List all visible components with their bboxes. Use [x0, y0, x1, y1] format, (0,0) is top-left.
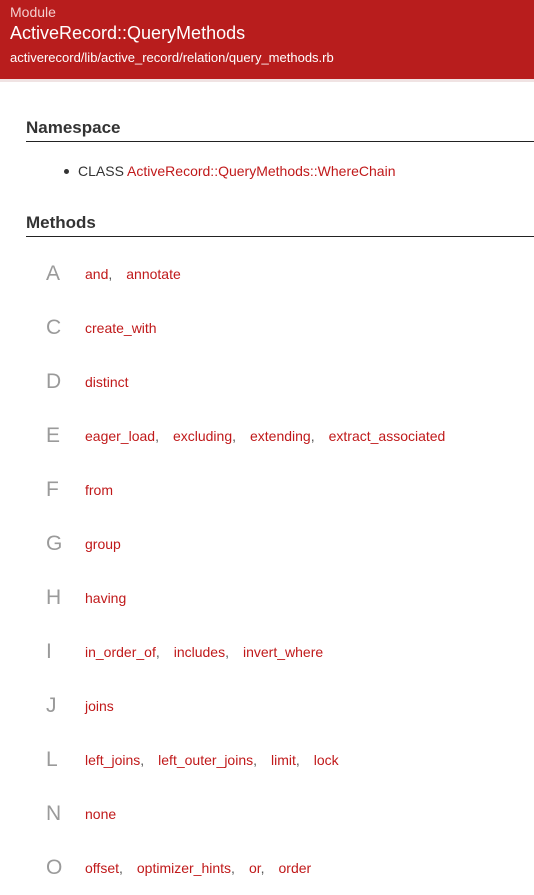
- method-group-row: [0, 571, 534, 625]
- method-link[interactable]: extending: [250, 428, 311, 444]
- namespace-list: [0, 162, 534, 180]
- namespace-item-kind: CLASS: [78, 163, 124, 179]
- page-title: ActiveRecord::QueryMethods: [10, 23, 246, 43]
- methods-heading: Methods: [26, 213, 534, 237]
- method-group-row: [0, 841, 534, 895]
- method-links: [85, 644, 323, 660]
- method-links: [85, 320, 157, 336]
- method-link[interactable]: invert_where: [242, 644, 324, 660]
- method-group-letter: C: [46, 316, 62, 339]
- method-link[interactable]: optimizer_hints: [136, 860, 232, 876]
- method-group-letter: E: [46, 424, 61, 447]
- method-group-letter: H: [46, 586, 62, 609]
- method-group-letter: G: [46, 532, 63, 555]
- methods-index: [0, 247, 534, 895]
- method-separator: ,: [310, 428, 315, 444]
- source-file-path: activerecord/lib/active_record/relation/query_methods.rb: [10, 50, 334, 65]
- method-group-row: [0, 301, 534, 355]
- method-link[interactable]: create_with: [85, 320, 157, 336]
- method-link[interactable]: left_outer_joins: [158, 752, 254, 768]
- method-link[interactable]: distinct: [85, 374, 129, 390]
- method-group-letter: F: [46, 478, 59, 501]
- method-link[interactable]: left_joins: [85, 752, 141, 768]
- method-group-letter: I: [46, 640, 52, 663]
- method-links: [85, 860, 311, 876]
- method-links: [85, 536, 121, 552]
- method-group-letter: A: [46, 262, 61, 285]
- method-link[interactable]: excluding: [172, 428, 233, 444]
- module-kind-label: Module: [10, 4, 56, 20]
- method-group-row: [0, 409, 534, 463]
- method-links: [85, 752, 339, 768]
- method-link[interactable]: eager_load: [85, 428, 156, 444]
- method-link[interactable]: none: [85, 806, 117, 822]
- method-link[interactable]: and: [85, 266, 109, 282]
- header-banner: [0, 0, 534, 82]
- method-link[interactable]: order: [278, 860, 312, 876]
- method-link[interactable]: or: [248, 860, 261, 876]
- method-link[interactable]: in_order_of: [85, 644, 156, 660]
- method-link[interactable]: group: [85, 536, 121, 552]
- method-group-letter: L: [46, 748, 58, 771]
- method-group-letter: D: [46, 370, 62, 393]
- method-link[interactable]: offset: [85, 860, 119, 876]
- method-link[interactable]: extract_associated: [328, 428, 446, 444]
- method-separator: ,: [260, 860, 265, 876]
- method-link[interactable]: limit: [271, 752, 296, 768]
- method-link[interactable]: from: [85, 482, 113, 498]
- namespace-item-link[interactable]: ActiveRecord::QueryMethods::WhereChain: [127, 163, 396, 179]
- namespace-heading: Namespace: [26, 118, 534, 142]
- method-group-row: [0, 733, 534, 787]
- method-group-row: [0, 355, 534, 409]
- method-links: [85, 590, 126, 606]
- method-links: [85, 806, 116, 822]
- method-group-row: [0, 625, 534, 679]
- method-separator: ,: [231, 860, 235, 876]
- method-group-row: [0, 463, 534, 517]
- method-link[interactable]: annotate: [126, 266, 181, 282]
- method-separator: ,: [155, 428, 159, 444]
- method-separator: ,: [155, 644, 160, 660]
- method-separator: ,: [119, 860, 123, 876]
- method-links: [85, 266, 181, 282]
- method-separator: ,: [295, 752, 300, 768]
- method-group-row: [0, 787, 534, 841]
- method-group-row: [0, 517, 534, 571]
- method-group-letter: O: [46, 856, 63, 879]
- method-group-row: [0, 679, 534, 733]
- method-group-letter: N: [46, 802, 62, 825]
- method-separator: ,: [225, 644, 229, 660]
- method-link[interactable]: having: [85, 590, 127, 606]
- method-links: [85, 374, 129, 390]
- method-links: [85, 482, 113, 498]
- method-separator: ,: [140, 752, 145, 768]
- method-separator: ,: [108, 266, 113, 282]
- method-group-letter: J: [46, 694, 57, 717]
- method-links: [85, 698, 114, 714]
- method-group-row: [0, 247, 534, 301]
- method-link[interactable]: lock: [313, 752, 339, 768]
- method-link[interactable]: joins: [85, 698, 114, 714]
- namespace-item: [78, 162, 534, 180]
- method-link[interactable]: includes: [173, 644, 226, 660]
- method-separator: ,: [253, 752, 257, 768]
- method-separator: ,: [232, 428, 236, 444]
- method-links: [85, 428, 445, 444]
